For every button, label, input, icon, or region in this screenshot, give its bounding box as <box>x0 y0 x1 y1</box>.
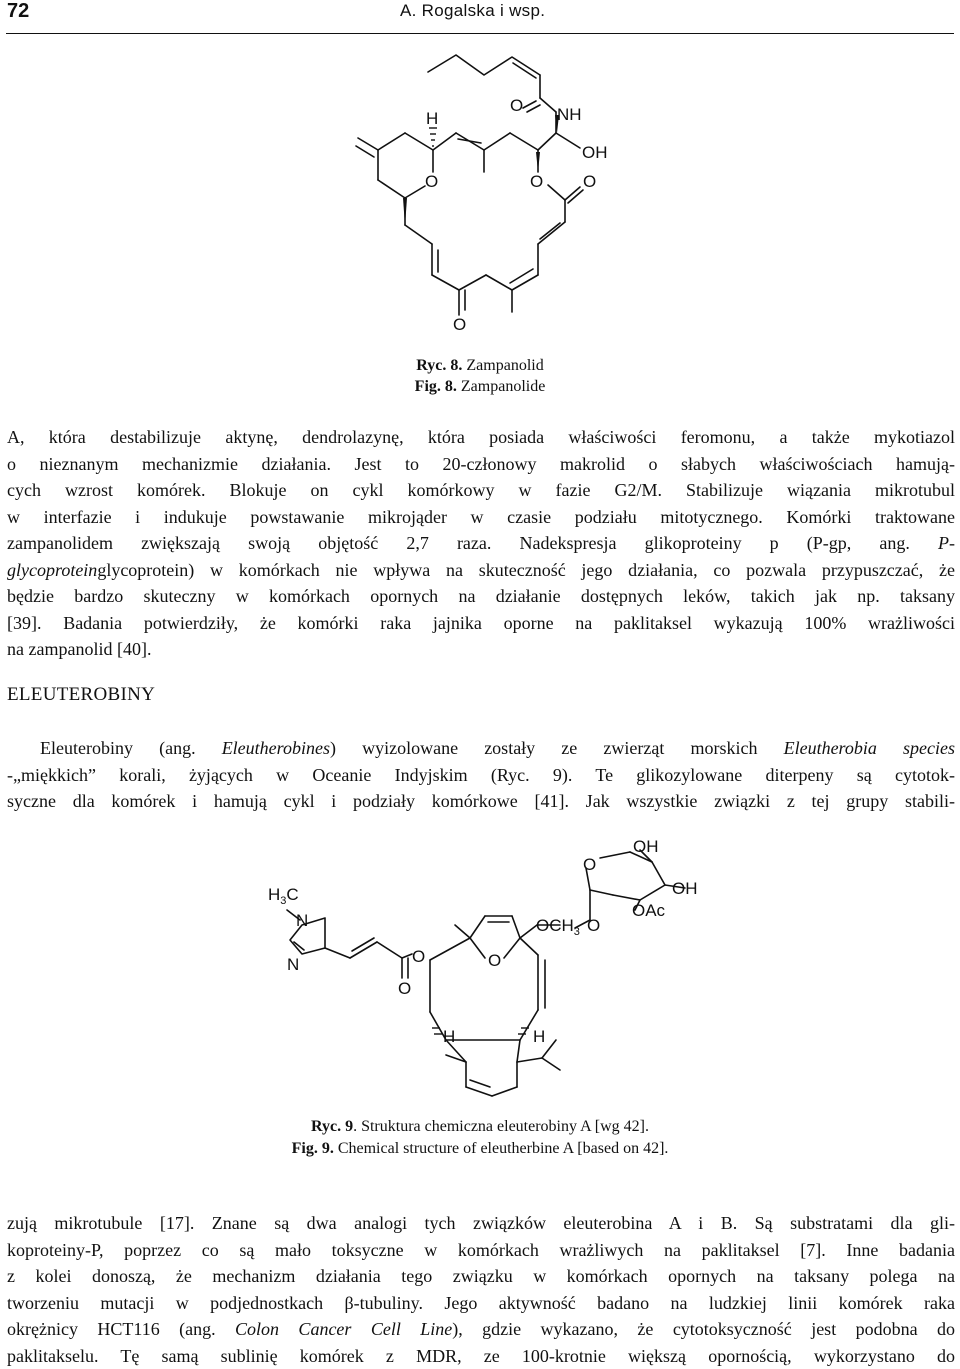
fig8-label-h: H <box>426 109 438 128</box>
p2-line-3: syczne dla komórek i hamują cykl i podziały komórkowe [41]. Jak wszystkie związki z tej grupy stabili- <box>7 788 955 815</box>
p3-line-2: koproteiny-P, poprzez co są mało toksyczne w komórkach wrażliwych na paklitaksel [7]. Inne badania <box>7 1237 955 1264</box>
section-heading: ELEUTEROBINY <box>7 684 155 706</box>
fig9-label-h-left: H <box>443 1027 455 1046</box>
p3-line-3: z kolei donoszą, że mechanizm działania tego związku w komórkach opornych na taksany polega na <box>7 1263 955 1290</box>
paragraph-1 <box>7 424 955 663</box>
p1-line-6: glycoproteinglycoprotein) w komórkach nie wpływa na skuteczność jego działania, co pozwala przypuszczać, że <box>7 557 955 584</box>
paragraph-2 <box>7 735 955 815</box>
fig8-label-oh: OH <box>582 143 608 162</box>
figure-8-caption-pl: Ryc. 8. Zampanolid <box>0 356 960 376</box>
fig8-label-o-top: O <box>510 96 523 115</box>
paragraph-3 <box>7 1210 955 1369</box>
fig9-label-n-top: N <box>296 911 308 930</box>
p1-line-4: w interfazie i indukuje powstawanie mikrojąder w czasie podziału mitotycznego. Komórki traktowane <box>7 504 955 531</box>
p2-line-1: Eleuterobiny (ang. Eleutherobines) wyizolowane zostały ze zwierząt morskich Eleutherobia species <box>7 735 955 762</box>
p1-line-1: A, która destabilizuje aktynę, dendrolazynę, która posiada właściwości feromonu, a także mykotiazol <box>7 424 955 451</box>
p3-line-5: okrężnicy HCT116 (ang. Colon Cancer Cell Line), gdzie wykazano, że cytotoksyczność jest podobna do <box>7 1316 955 1343</box>
fig9-label-o-glyco: O <box>587 916 600 935</box>
figure-9-structure <box>0 830 960 1120</box>
fig9-label-n-bottom: N <box>287 955 299 974</box>
figure-9-caption-en: Fig. 9. Chemical structure of eleutherbine A [based on 42]. <box>0 1139 960 1159</box>
figure-8-caption-en: Fig. 8. Zampanolide <box>0 377 960 397</box>
fig9-label-h3c: $H_3C$ <box>268 885 299 907</box>
p1-line-3: cych wzrost komórek. Blokuje on cykl komórkowy w fazie G2/M. Stabilizuje wiązania mikrotubul <box>7 477 955 504</box>
fig9-label-oh-right: OH <box>672 879 698 898</box>
fig8-label-o-bottom: O <box>453 315 466 334</box>
running-head-authors: A. Rogalska i wsp. <box>400 1 545 21</box>
p1-line-9: na zampanolid [40]. <box>7 636 955 663</box>
p1-line-8: [39]. Badania potwierdziły, że komórki raka jajnika oporne na paklitaksel wykazują 100% wrażliwości <box>7 610 955 637</box>
fig9-label-och3: $OCH_3$ <box>536 916 580 938</box>
p1-line-2: o nieznanym mechanizmie działania. Jest to 20-członowy makrolid o słabych właściwościach hamują- <box>7 451 955 478</box>
p2-line-2: -„miękkich” korali, żyjących w Oceanie Indyjskim (Ryc. 9). Te glikozylowane diterpeny są cytotok- <box>7 762 955 789</box>
p1-line-7: będzie bardzo skuteczny w komórkach opornych na działanie dostępnych leków, takich jak np. taksany <box>7 583 955 610</box>
fig8-label-o-ester2: O <box>583 172 596 191</box>
page-number: 72 <box>7 0 29 23</box>
fig9-label-oh-top: OH <box>633 837 659 856</box>
fig9-label-oac: OAc <box>632 901 666 920</box>
p3-line-6: paklitakselu. Tę samą sublinię komórek z MDR, ze 100-krotnie większą opornością, wykorzystano do <box>7 1343 955 1369</box>
figure-8-structure <box>0 0 960 340</box>
fig9-label-o-sugar: O <box>583 855 596 874</box>
figure-9-caption-pl: Ryc. 9. Struktura chemiczna eleuterobiny A [wg 42]. <box>0 1117 960 1137</box>
p1-line-5: zampanolidem zwiększają swoją objętość 2,7 raza. Nadekspresja glikoproteiny p (P-gp, ang. P- <box>7 530 955 557</box>
p3-line-4: tworzeniu mutacji w podjednostkach β-tubuliny. Jego aktywność badano na ludzkiej linii komórek raka <box>7 1290 955 1317</box>
fig8-label-nh: NH <box>557 105 582 124</box>
p3-line-1: zują mikrotubule [17]. Znane są dwa analogi tych związków eleuterobina A i B. Są substratami dla gli- <box>7 1210 955 1237</box>
fig9-label-h-right: H <box>533 1027 545 1046</box>
fig9-label-o-bridge: O <box>488 951 501 970</box>
fig9-label-o-ester: O <box>412 947 425 966</box>
fig8-label-o-ring: O <box>425 172 438 191</box>
fig8-label-o-ester1: O <box>530 172 543 191</box>
fig9-label-o-carbonyl: O <box>398 979 411 998</box>
